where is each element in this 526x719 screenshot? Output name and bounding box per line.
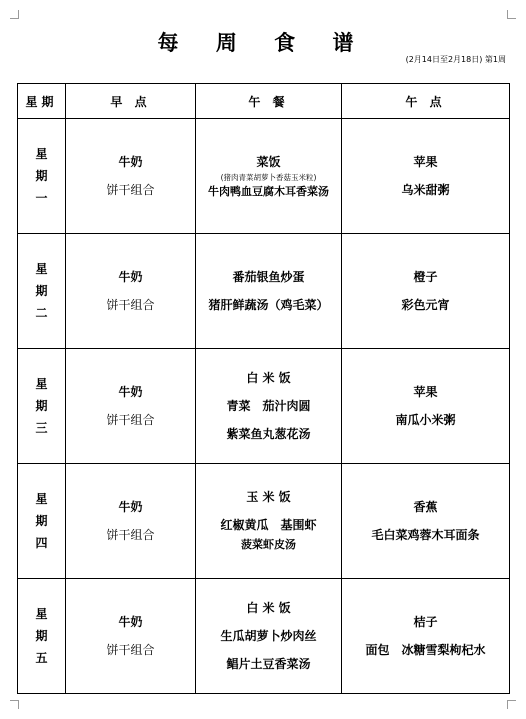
breakfast-item: 牛奶 [118, 385, 143, 399]
weekday-cell [18, 119, 66, 234]
lunch-cell [196, 119, 342, 234]
lunch-item: 猪肝鲜蔬汤（鸡毛菜） [208, 298, 329, 312]
lunch-cell [196, 464, 342, 579]
lunch-cell [196, 234, 342, 349]
weekday-char: 一 [35, 191, 48, 205]
breakfast-item: 饼干组合 [106, 413, 155, 427]
page-corner-mark [10, 700, 19, 709]
page-corner-mark [10, 10, 19, 19]
breakfast-item: 饼干组合 [106, 183, 155, 197]
weekday-char: 期 [35, 399, 48, 413]
weekday-cell [18, 579, 66, 694]
table-row [18, 579, 510, 694]
weekday-char: 星 [35, 377, 48, 391]
breakfast-cell [66, 349, 196, 464]
weekday-char: 四 [35, 536, 48, 550]
lunch-item: 红椒黄瓜 基围虾 [220, 518, 317, 532]
breakfast-cell [66, 464, 196, 579]
lunch-cell [196, 349, 342, 464]
breakfast-item: 饼干组合 [106, 298, 155, 312]
breakfast-cell [66, 579, 196, 694]
weekday-char: 期 [35, 514, 48, 528]
breakfast-item: 饼干组合 [106, 528, 155, 542]
breakfast-item: 饼干组合 [106, 643, 155, 657]
lunch-item: 菜饭 [256, 155, 281, 169]
snack-item: 面包 冰糖雪梨枸杞水 [365, 643, 486, 657]
snack-item: 南瓜小米粥 [395, 413, 456, 427]
breakfast-item: 牛奶 [118, 155, 143, 169]
weekday-char: 期 [35, 629, 48, 643]
lunch-item: 白 米 饭 [246, 601, 291, 615]
weekday-char: 期 [35, 284, 48, 298]
lunch-item: 番茄银鱼炒蛋 [232, 270, 305, 284]
weekday-char: 星 [35, 492, 48, 506]
weekday-char: 期 [35, 169, 48, 183]
lunch-item: 生瓜胡萝卜炒肉丝 [220, 629, 317, 643]
snack-item: 苹果 [413, 385, 438, 399]
header-weekday: 星期 [18, 84, 66, 119]
page-title: 每 周 食 谱 [157, 30, 369, 55]
lunch-ingredients-note: (猪肉青菜胡萝卜香菇玉米粒) [220, 173, 317, 182]
snack-cell [342, 119, 510, 234]
table-row [18, 349, 510, 464]
snack-item: 彩色元宵 [401, 298, 450, 312]
table-row [18, 464, 510, 579]
lunch-item: 鲳片土豆香菜汤 [226, 657, 311, 671]
lunch-item: 白 米 饭 [246, 371, 291, 385]
snack-cell [342, 579, 510, 694]
weekday-cell [18, 349, 66, 464]
page-corner-mark [507, 700, 516, 709]
date-range-subtitle: (2月14日至2月18日) 第1周 [405, 55, 506, 64]
lunch-item: 青菜 茄汁肉圆 [226, 399, 311, 413]
breakfast-cell [66, 234, 196, 349]
weekly-menu-table [17, 83, 510, 694]
header-snack: 午 点 [342, 84, 510, 119]
weekday-char: 星 [35, 607, 48, 621]
page-corner-mark [507, 10, 516, 19]
lunch-item: 紫菜鱼丸葱花汤 [226, 427, 311, 441]
table-header-row [18, 84, 510, 119]
header-breakfast: 早 点 [66, 84, 196, 119]
breakfast-item: 牛奶 [118, 500, 143, 514]
snack-item: 苹果 [413, 155, 438, 169]
snack-item: 桔子 [413, 615, 438, 629]
lunch-item: 玉 米 饭 [246, 490, 291, 504]
weekday-char: 星 [35, 262, 48, 276]
snack-item: 毛白菜鸡蓉木耳面条 [371, 528, 480, 542]
weekday-char: 星 [35, 147, 48, 161]
weekday-cell [18, 464, 66, 579]
snack-item: 橙子 [413, 270, 438, 284]
breakfast-item: 牛奶 [118, 270, 143, 284]
weekday-char: 三 [35, 421, 48, 435]
breakfast-cell [66, 119, 196, 234]
lunch-item: 菠菜虾皮汤 [241, 538, 296, 551]
snack-cell [342, 349, 510, 464]
weekday-char: 五 [35, 651, 48, 665]
snack-cell [342, 464, 510, 579]
snack-item: 乌米甜粥 [401, 183, 450, 197]
header-lunch: 午 餐 [196, 84, 342, 119]
lunch-item: 牛肉鸭血豆腐木耳香菜汤 [208, 185, 329, 198]
breakfast-item: 牛奶 [118, 615, 143, 629]
weekday-cell [18, 234, 66, 349]
table-row [18, 234, 510, 349]
weekday-char: 二 [35, 306, 48, 320]
snack-cell [342, 234, 510, 349]
snack-item: 香蕉 [413, 500, 438, 514]
lunch-cell [196, 579, 342, 694]
table-row [18, 119, 510, 234]
